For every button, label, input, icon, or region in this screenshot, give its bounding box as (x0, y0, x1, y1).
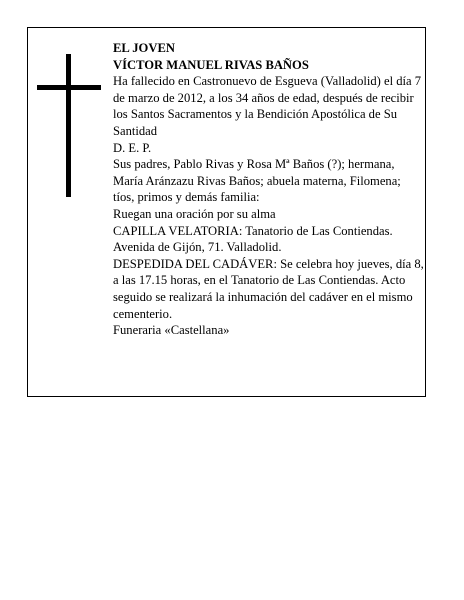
prayer-request: Ruegan una oración por su alma (113, 206, 276, 221)
cross-horizontal-bar (37, 85, 101, 90)
rip-line: D. E. P. (113, 140, 152, 155)
cross-icon (37, 54, 101, 197)
cross-vertical-bar (66, 54, 71, 197)
heading-epithet: EL JOVEN (113, 41, 175, 55)
death-announcement: Ha fallecido en Castronuevo de Esgueva (Valladolid) el día 7 de marzo de 2012, a los 34 años de edad, después de recibir los Santos Sacramentos y la Bendición Apostólica de Su Santidad (113, 74, 422, 138)
obituary-text (113, 40, 425, 339)
funeral-home: Funeraria «Castellana» (113, 323, 230, 338)
farewell-info: DESPEDIDA DEL CADÁVER: Se celebra hoy jueves, día 8, a las 17.15 horas, en el Tanatorio de Las Contiendas. Acto seguido se realizará la inhumación del cadáver en el mismo cementerio. (113, 256, 424, 321)
family-list: Sus padres, Pablo Rivas y Rosa Mª Baños (?); hermana, María Aránzazu Rivas Baños; abuela materna, Filomena; tíos, primos y demás familia: (113, 157, 401, 205)
chapel-info: CAPILLA VELATORIA: Tanatorio de Las Contiendas. Avenida de Gijón, 71. Valladolid. (113, 223, 393, 255)
deceased-name: VÍCTOR MANUEL RIVAS BAÑOS (113, 57, 309, 72)
